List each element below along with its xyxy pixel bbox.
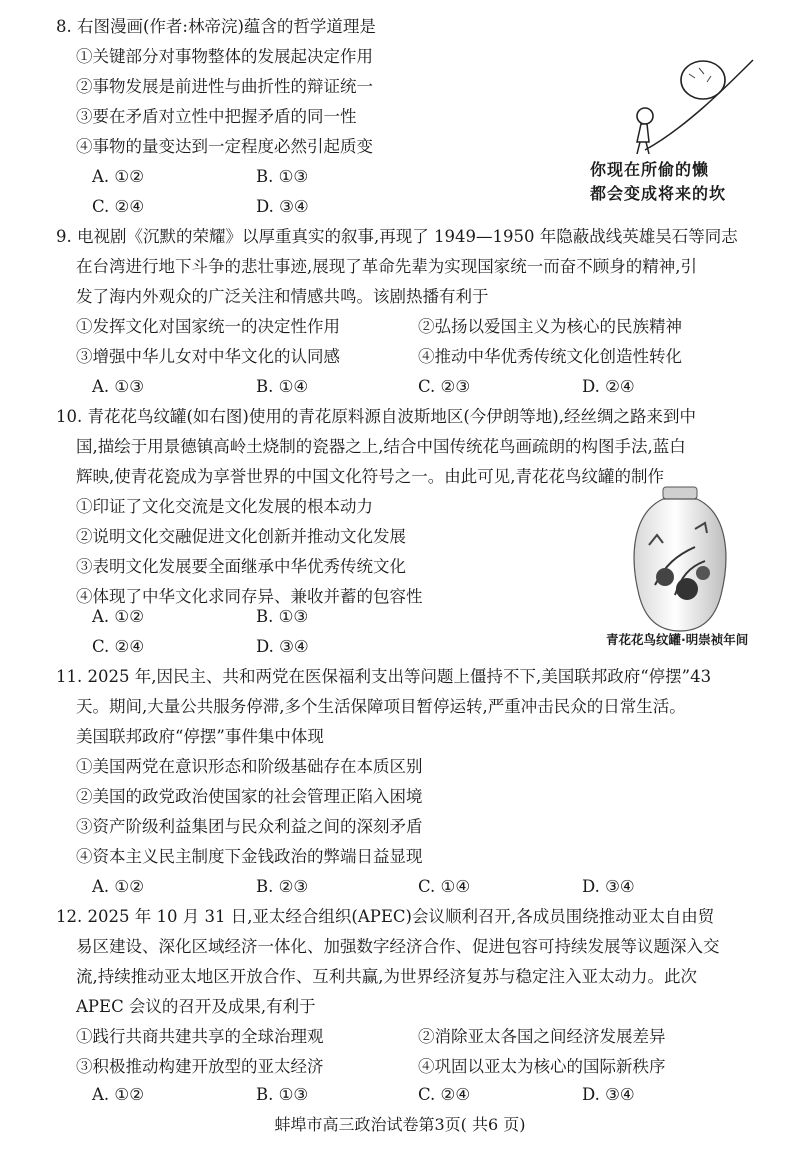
q12-stem-line-4: APEC 会议的召开及成果,有利于 [76,997,316,1016]
q9-item-1: ①发挥文化对国家统一的决定性作用 [76,317,340,336]
q12-item-3: ③积极推动构建开放型的亚太经济 [76,1057,324,1076]
q11-stem-line-2: 天。期间,大量公共服务停滞,多个生活保障项目暂停运转,严重冲击民众的日常生活。 [76,697,686,716]
q9-option-d: D. ②④ [582,377,635,396]
cartoon-caption [590,158,790,206]
q8-item-3: ③要在矛盾对立性中把握矛盾的同一性 [76,107,357,126]
q8-option-c: C. ②④ [92,197,145,216]
q11-item-3: ③资产阶级利益集团与民众利益之间的深刻矛盾 [76,817,423,836]
q12-item-1: ①践行共商共建共享的全球治理观 [76,1027,324,1046]
cartoon-caption-line-1: 你现在所偷的懒 [590,160,710,179]
q10-item-1: ①印证了文化交流是文化发展的根本动力 [76,497,373,516]
q8-item-2: ②事物发展是前进性与曲折性的辩证统一 [76,77,373,96]
cartoon-caption-line-2: 都会变成将来的坎 [590,184,727,203]
q10-stem-line-2: 国,描绘于用景德镇高岭土烧制的瓷器之上,结合中国传统花鸟画疏朗的构图手法,蓝白 [76,437,686,456]
q9-item-2: ②弘扬以爱国主义为核心的民族精神 [418,317,682,336]
q9-item-4: ④推动中华优秀传统文化创造性转化 [418,347,682,366]
q11-option-d: D. ③④ [582,877,635,896]
q12-item-4: ④巩固以亚太为核心的国际新秩序 [418,1057,666,1076]
q9-option-b: B. ①④ [256,377,309,396]
q12-stem-line-3: 流,持续推动亚太地区开放合作、互利共赢,为世界经济复苏与稳定注入亚太动力。此次 [76,967,697,986]
q11-item-2: ②美国的政党政治使国家的社会管理正陷入困境 [76,787,423,806]
q9-stem-line-3: 发了海内外观众的广泛关注和情感共鸣。该剧热播有利于 [76,287,489,306]
q11-option-a: A. ①② [92,877,144,896]
page-footer: 蚌埠市高三政治试卷第3页( 共6 页) [274,1115,526,1134]
q9-stem-line-1: 9. 电视剧《沉默的荣耀》以厚重真实的叙事,再现了 1949—1950 年隐蔽战线英雄吴石等同志 [56,227,738,246]
q10-option-a: A. ①② [92,607,144,626]
q11-option-c: C. ①④ [418,877,471,896]
q11-stem-line-3: 美国联邦政府“停摆”事件集中体现 [76,727,324,746]
q10-stem-line-1: 10. 青花花鸟纹罐(如右图)使用的青花原料源自波斯地区(今伊朗等地),经丝绸之路来到中 [56,407,696,426]
q8-option-d: D. ③④ [256,197,309,216]
q12-stem-line-2: 易区建设、深化区域经济一体化、加强数字经济合作、促进包容可持续发展等议题深入交 [76,937,720,956]
q12-stem-line-1: 12. 2025 年 10 月 31 日,亚太经合组织(APEC)会议顺利召开,各成员围绕推动亚太自由贸 [56,907,715,926]
q8-option-a: A. ①② [92,167,144,186]
q12-item-2: ②消除亚太各国之间经济发展差异 [418,1027,666,1046]
q11-item-4: ④资本主义民主制度下金钱政治的弊端日益显现 [76,847,423,866]
q9-item-3: ③增强中华儿女对中华文化的认同感 [76,347,340,366]
q8-item-1: ①关键部分对事物整体的发展起决定作用 [76,47,373,66]
q12-option-d: D. ③④ [582,1085,635,1104]
q10-option-c: C. ②④ [92,637,145,656]
q11-item-1: ①美国两党在意识形态和阶级基础存在本质区别 [76,757,423,776]
q12-option-c: C. ②④ [418,1085,471,1104]
porcelain-vase-image [625,485,735,635]
q10-option-d: D. ③④ [256,637,309,656]
q10-option-b: B. ①③ [256,607,309,626]
q8-item-4: ④事物的量变达到一定程度必然引起质变 [76,137,373,156]
q10-item-4: ④体现了中华文化求同存异、兼收并蓄的包容性 [76,587,423,606]
q10-item-2: ②说明文化交融促进文化创新并推动文化发展 [76,527,406,546]
q12-option-a: A. ①② [92,1085,144,1104]
q10-item-3: ③表明文化发展要全面继承中华优秀传统文化 [76,557,406,576]
q9-option-c: C. ②③ [418,377,471,396]
q11-option-b: B. ②③ [256,877,309,896]
q8-stem: 8. 右图漫画(作者:林帝浣)蕴含的哲学道理是 [56,17,376,36]
vase-caption: 青花花鸟纹罐·明崇祯年间 [606,632,749,647]
q9-stem-line-2: 在台湾进行地下斗争的悲壮事迹,展现了革命先辈为实现国家统一而奋不顾身的精神,引 [76,257,697,276]
q8-option-b: B. ①③ [256,167,309,186]
q9-option-a: A. ①③ [92,377,144,396]
q11-stem-line-1: 11. 2025 年,因民主、共和两党在医保福利支出等问题上僵持不下,美国联邦政府“停摆”43 [56,667,712,686]
q10-stem-line-3: 辉映,使青花瓷成为享誉世界的中国文化符号之一。由此可见,青花花鸟纹罐的制作 [76,467,664,486]
q12-option-b: B. ①③ [256,1085,309,1104]
